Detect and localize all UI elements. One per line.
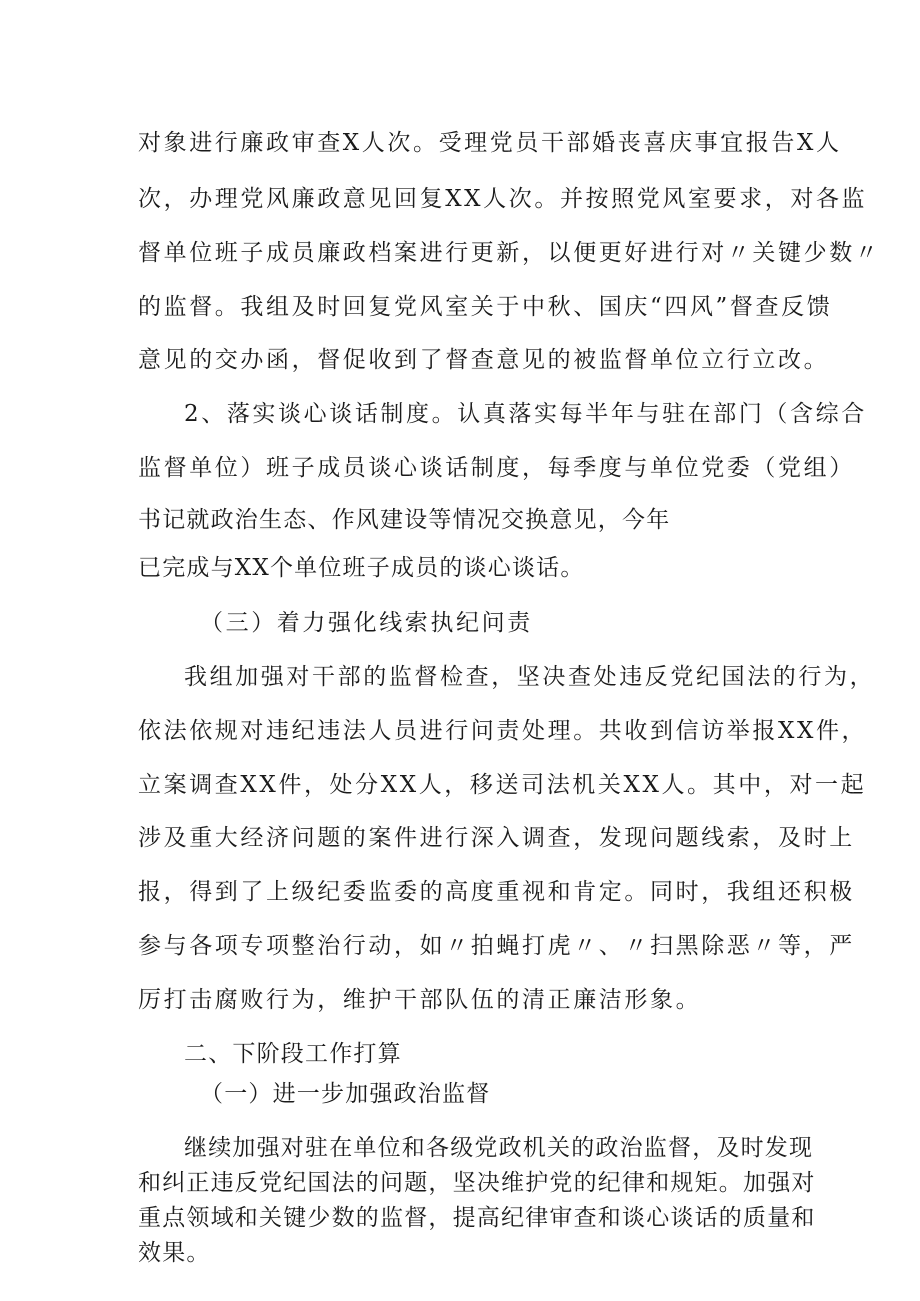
paragraph-4-line-4: 效果。 [138, 1240, 211, 1266]
body-line-1: 对象进行廉政审查X人次。受理党员干部婚丧喜庆事宜报告X人 [138, 130, 842, 156]
body-line-2: 次，办理党风廉政意见回复XX人次。并按照党风室要求，对各监 [138, 186, 868, 212]
body-line-4: 的监督。我组及时回复党风室关于中秋、国庆“四风”督查反馈 [138, 294, 833, 320]
section-heading-1: （一）进一步加强政治监督 [200, 1081, 491, 1107]
paragraph-4-line-3: 重点领域和关键少数的监督，提高纪律审查和谈心谈话的质量和 [138, 1205, 816, 1231]
body-line-9: 已完成与XX个单位班子成员的谈心谈话。 [138, 555, 585, 581]
paragraph-4-line-2: 和纠正违反党纪国法的问题，坚决维护党的纪律和规矩。加强对 [138, 1170, 816, 1196]
body-line-8: 书记就政治生态、作风建设等情况交换意见，今年 [138, 507, 671, 533]
paragraph-3-line-1: 我组加强对干部的监督检查，坚决查处违反党纪国法的行为， [184, 664, 876, 690]
chapter-heading-2: 二、下阶段工作打算 [184, 1041, 402, 1067]
paragraph-3-line-5: 报，得到了上级纪委监委的高度重视和肯定。同时，我组还积极 [138, 879, 855, 905]
paragraph-3-line-4: 涉及重大经济问题的案件进行深入调查，发现问题线索，及时上 [138, 825, 855, 851]
paragraph-3-line-3: 立案调查XX件，处分XX人，移送司法机关XX人。其中，对一起 [138, 772, 867, 798]
paragraph-4-line-1: 继续加强对驻在单位和各级党政机关的政治监督，及时发现 [184, 1135, 814, 1161]
item-2-heading-line: 2、落实谈心谈话制度。认真落实每半年与驻在部门（含综合 [184, 401, 867, 427]
body-line-3: 督单位班子成员廉政档案进行更新，以便更好进行对〃关键少数〃 [138, 240, 881, 266]
section-heading-3: （三）着力强化线索执纪问责 [200, 610, 533, 636]
paragraph-3-line-2: 依法依规对违纪违法人员进行问责处理。共收到信访举报XX件， [138, 718, 868, 744]
body-line-5: 意见的交办函，督促收到了督查意见的被监督单位立行立改。 [138, 347, 830, 373]
paragraph-3-line-7: 厉打击腐败行为，维护干部队伍的清正廉洁形象。 [138, 987, 702, 1013]
paragraph-3-line-6: 参与各项专项整治行动，如〃拍蝇打虎〃、〃扫黑除恶〃等，严 [138, 933, 855, 959]
body-line-7: 监督单位）班子成员谈心谈话制度，每季度与单位党委（党组） [138, 455, 855, 481]
